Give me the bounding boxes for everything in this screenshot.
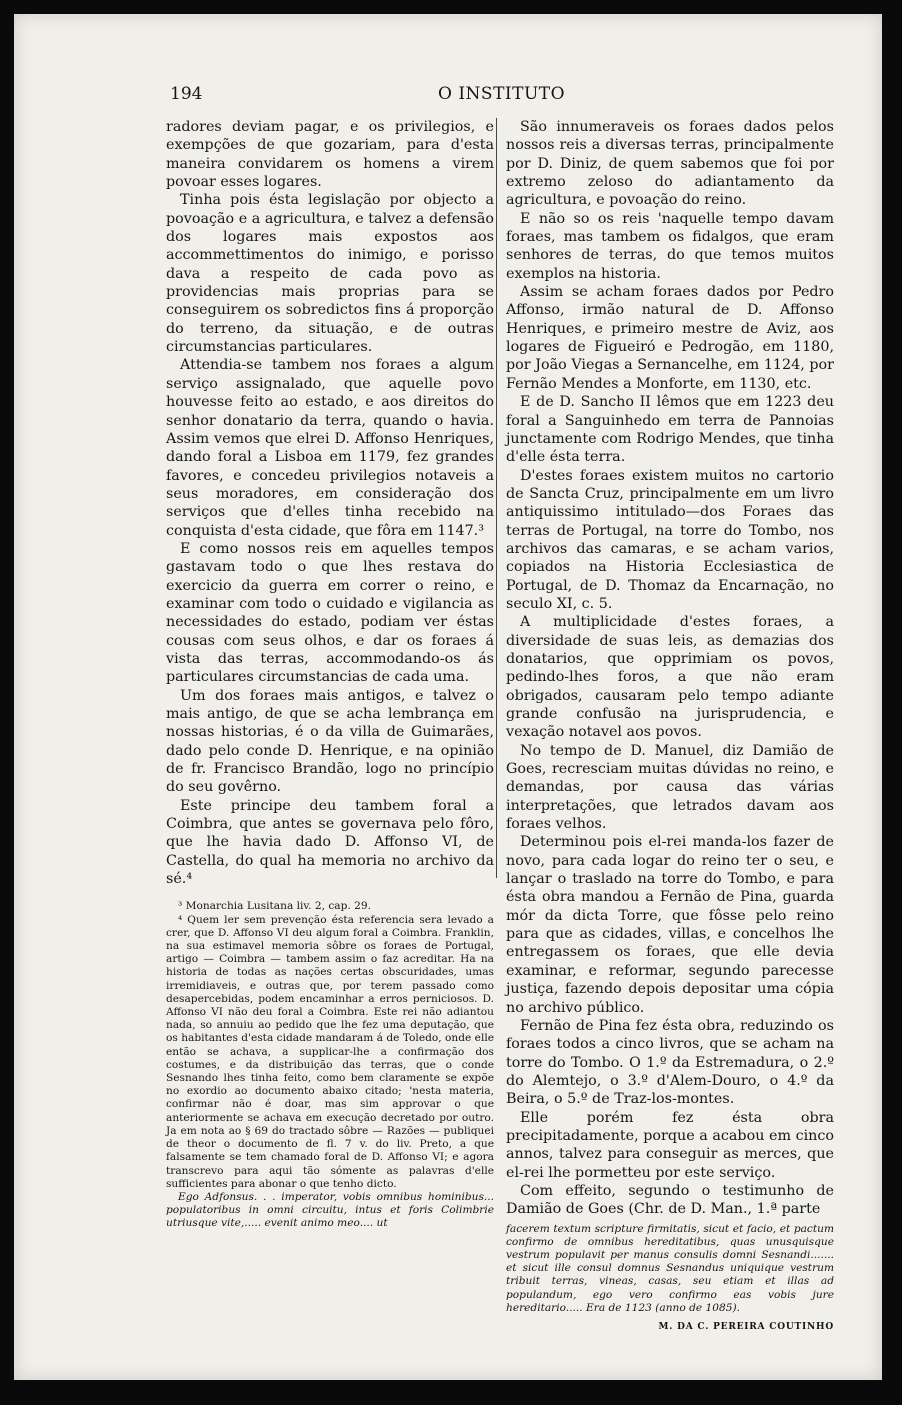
paragraph: Um dos foraes mais antigos, e talvez o mais antigo, de que se acha lembrança em nossas historias, é o da villa de Guimarães, dado pelo conde D. Henrique, e na opinião de fr. Francisco Brandão, logo no princípio do seu govêrno. — [166, 687, 494, 796]
paragraph: D'estes foraes existem muitos no cartorio de Sancta Cruz, principalmente em um livro antiquissimo intitulado—dos Foraes das terras de Portugal, na torre do Tombo, nos archivos das camaras, e se acham varios, copiados na Historia Ecclesiastica de Portugal, de D. Thomaz da Encarnação, no seculo XI, c. 5. — [506, 467, 834, 612]
paragraph: Assim se acham foraes dados por Pedro Affonso, irmão natural de D. Affonso Henriques, e primeiro mestre de Aviz, aos logares de Figueiró e Pedrogão, em 1180, por João Viegas a Sernancelhe, em 1124, por Fernão Mendes a Monforte, em 1130, etc. — [506, 284, 834, 392]
paragraph: Attendia-se tambem nos foraes a algum serviço assignalado, que aquelle povo houvesse feito ao estado, e aos direitos do senhor donatario da terra, quando o havia. Assim vemos que elrei D. Affonso Henriques, dando foral a Lisboa em 1179, fez grandes favores, e concedeu privilegios notaveis a seus moradores, em consideração dos serviços que d'elles tinha recebido na conquista d'esta cidade, que fôra em 1147.³ — [166, 357, 494, 539]
paragraph: A multiplicidade d'estes foraes, a diversidade de suas leis, as demazias dos donatarios, que opprimiam os povos, pedindo-lhes foros, a que não eram obrigados, causaram pelo tempo adiante grande confusão na jurisprudencia, e vexação notavel aos povos. — [506, 614, 834, 741]
paragraph: Este principe deu tambem foral a Coimbra, que antes se governava pelo fôro, que lhe havia dado D. Affonso VI, de Castella, do qual ha memoria no archivo da sé.⁴ — [166, 797, 494, 888]
footnote-3: ³ Monarchia Lusitana liv. 2, cap. 29. — [178, 900, 371, 913]
paragraph: Tinha pois ésta legislação por objecto a povoação e a agricultura, e talvez a defensão dos logares mais expostos aos accommettimentos do inimigo, e porisso dava a respeito de cada povo as providencias mais proprias para se conseguirem os sobredictos fins á proporção do terreno, da situação, e de outras circumstancias particulares. — [166, 192, 494, 356]
paragraph: No tempo de D. Manuel, diz Damião de Goes, recresciam muitas dúvidas no reino, e demandas, por causa das várias interpretações, que letrados davam aos foraes velhos. — [506, 742, 834, 833]
column-divider — [496, 118, 497, 878]
footnote-latin: Ego Adfonsus. . . imperator, vobis omnibus hominibus... populatoribus in omni circuitu, intus et foris Colimbrie utriusque vite,..... evenit animo meo.... ut — [166, 1190, 494, 1230]
paragraph: Elle porém fez ésta obra precipitadamente, porque a acabou em cinco annos, talvez para conseguir as merces, que el-rei lhe pormetteu por este serviço. — [506, 1109, 834, 1181]
page-number: 194 — [170, 84, 203, 104]
running-title: O INSTITUTO — [438, 84, 566, 104]
left-column — [166, 118, 494, 1231]
signature: M. DA C. PEREIRA COUTINHO — [658, 1322, 834, 1333]
footnotes — [166, 900, 494, 1230]
paragraph: radores deviam pagar, e os privilegios, e exempções de que gozariam, para d'esta maneira convidarem os homens a virem povoar esses logares. — [166, 119, 494, 191]
paragraph: E como nossos reis em aquelles tempos gastavam todo o que lhes restava do exercicio da guerra em correr o reino, e examinar com todo o cuidado e vigilancia as necessidades do estado, podiam ver éstas cousas com seus olhos, e dar os foraes á vista das terras, accommodando-os ás particulares circumstancias de cada uma. — [166, 540, 494, 686]
paragraph: Determinou pois el-rei manda-los fazer de novo, para cada logar do reino ter o seu, e lançar o traslado na torre do Tombo, e para ésta obra mandou a Fernão de Pina, guarda mór da dicta Torre, que fôsse pelo reino para que as cidades, villas, e concelhos lhe entregassem os foraes, que elle devia examinar, e reformar, segundo parecesse justiça, fazendo depois depositar uma cópia no archivo público. — [506, 834, 834, 1016]
paragraph: Fernão de Pina fez ésta obra, reduzindo os foraes todos a cinco livros, que se acham na torre do Tombo. O 1.º da Estremadura, o 2.º do Alemtejo, o 3.º d'Alem-Douro, o 4.º da Beira, o 5.º de Traz-los-montes. — [506, 1017, 834, 1108]
right-column — [506, 118, 834, 1334]
footnote-4: ⁴ Quem ler sem prevenção ésta referencia sera levado a crer, que D. Affonso VI deu algum foral a Coimbra. Franklin, na sua estimavel memoria sôbre os foraes de Portugal, artigo — Coimbra — tambem assim o faz acreditar. Ha na historia de todas as nações certas obscuridades, umas irremidiaveis, e outras que, por terem passado como desapercebidas, podem encaminhar a erros perniciosos. D. Affonso VI não deu foral a Coimbra. Este rei não adiantou nada, so annuiu ao pedido que lhe fez uma deputação, que os habitantes d'esta cidade mandaram á de Toledo, onde elle então se achava, a supplicar-lhe a confirmação dos costumes, e da distribuição das terras, que o conde Sesnando lhes tinha feito, como bem claramente se expõe no exordio ao documento abaixo citado; 'nesta materia, confirmar não é doar, mas sim approvar o que anteriormente se achava em execução decretado por outro. Ja em nota ao § 69 do tractado sôbre — Razões — publiquei de theor o documento de fl. 7 v. do liv. Preto, a que falsamente se tem chamado foral de D. Affonso VI; e agora transcrevo para aqui tão sómente as palavras d'elle sufficientes para abonar o que tenho dicto. — [166, 913, 494, 1190]
paragraph: São innumeraveis os foraes dados pelos nossos reis a diversas terras, principalmente por D. Diniz, de quem sabemos que foi por extremo zeloso do adiantamento da agricultura, e povoação do reino. — [506, 119, 834, 209]
footnote-latin-continued: facerem textum scripture firmitatis, sicut et facio, et pactum confirmo de omnibus hereditatibus, quas unusquisque vestrum populavit per manus consulis domni Sesnandi....... et sicut ille consul domnus Sesnandus uniquique vestrum tribuit terras, vineas, casas, seu etiam et illas ad populandum, ego vero confirmo eas vobis jure hereditario..... Era de 1123 (anno de 1085). — [506, 1222, 834, 1314]
right-footnote — [506, 1223, 834, 1335]
paragraph: E não so os reis 'naquelle tempo davam foraes, mas tambem os fidalgos, que eram senhores de terras, do que temos muitos exemplos na historia. — [506, 210, 834, 282]
paragraph: Com effeito, segundo o testimunho de Damião de Goes (Chr. de D. Man., 1.ª parte — [506, 1182, 834, 1218]
paragraph: E de D. Sancho II lêmos que em 1223 deu foral a Sanguinhedo em terra de Pannoias junctamente com Rodrigo Mendes, que tinha d'elle ésta terra. — [506, 394, 834, 466]
